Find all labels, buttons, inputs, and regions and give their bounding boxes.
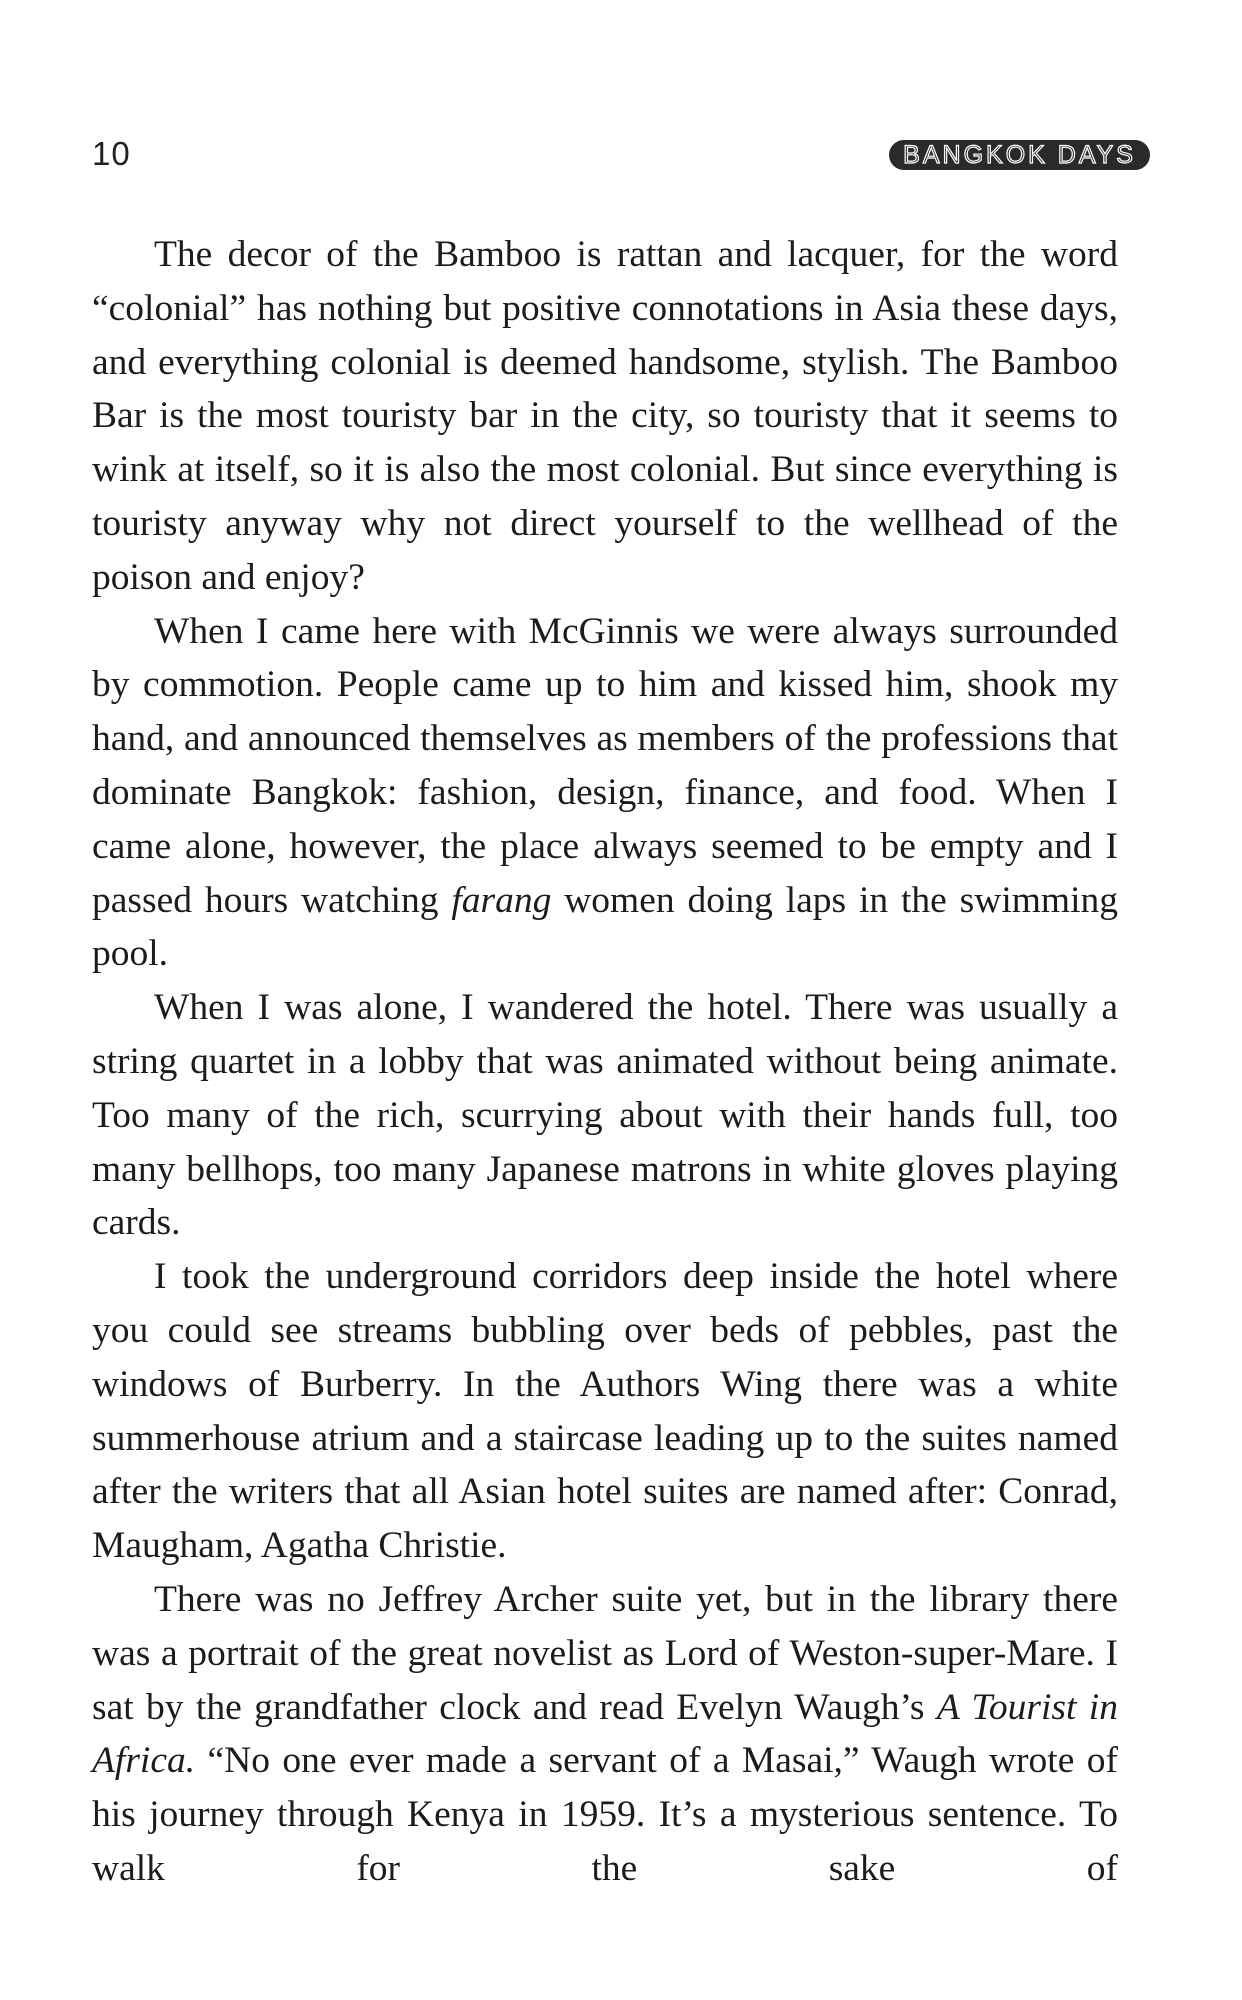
paragraph-text: The decor of the Bamboo is rattan and lacquer, for the word “colonial” has nothing but positive connotations in Asia these days, and everything colonial is deemed handsome, stylish. The Bamboo Bar is the most touristy bar in the city, so touristy that it seems to wink at itself, so it is also the most colonial. But since everything is touristy anyway why not direct yourself to the wellhead of the poison and enjoy? xyxy=(92,234,1118,598)
paragraph xyxy=(92,605,1118,982)
paragraph-text: There was no Jeffrey Archer suite yet, but in the library there was a portrait of the great novelist as Lord of Weston-super-Mare. I sat by the grandfather clock and read Evelyn Waugh’s xyxy=(92,1578,1118,1728)
paragraph xyxy=(92,1250,1118,1573)
paragraph-text: I took the underground corridors deep inside the hotel where you could see streams bubbling over beds of pebbles, past the windows of Burberry. In the Authors Wing there was a white summerhouse atrium and a staircase leading up to the suites named after the writers that all Asian hotel suites are named after: Conrad, Maugham, Agatha Christie. xyxy=(92,1256,1118,1567)
running-head xyxy=(889,138,1150,172)
paragraph-text: women doing laps in the swimming pool. xyxy=(92,879,1118,975)
italic-book-title: A Tourist in Africa. xyxy=(92,1686,1118,1782)
paragraph xyxy=(92,981,1118,1250)
paragraph xyxy=(92,1573,1118,1896)
paragraph-text: “No one ever made a servant of a Masai,” Waugh wrote of his journey through Kenya in 1959. It’s a mysterious sentence. To walk for the sake of xyxy=(92,1740,1118,1889)
paragraph xyxy=(92,228,1118,605)
paragraph-text: When I came here with McGinnis we were always surrounded by commotion. People came up to him and kissed him, shook my hand, and announced themselves as members of the professions that dominate Bangkok: fashion, design, finance, and food. When I came alone, however, the place always seemed to be empty and I passed hours watching xyxy=(92,610,1118,921)
page-number: 10 xyxy=(92,135,131,172)
running-head-title: BANGKOK DAYS xyxy=(903,141,1136,169)
body-text xyxy=(92,228,1118,1896)
running-head-badge xyxy=(889,140,1150,170)
paragraph-text: When I was alone, I wandered the hotel. There was usually a string quartet in a lobby that was animated without being animate. Too many of the rich, scurrying about with their hands full, too many bellhops, too many Japanese matrons in white gloves playing cards. xyxy=(92,987,1118,1244)
italic-term: farang xyxy=(451,879,552,921)
